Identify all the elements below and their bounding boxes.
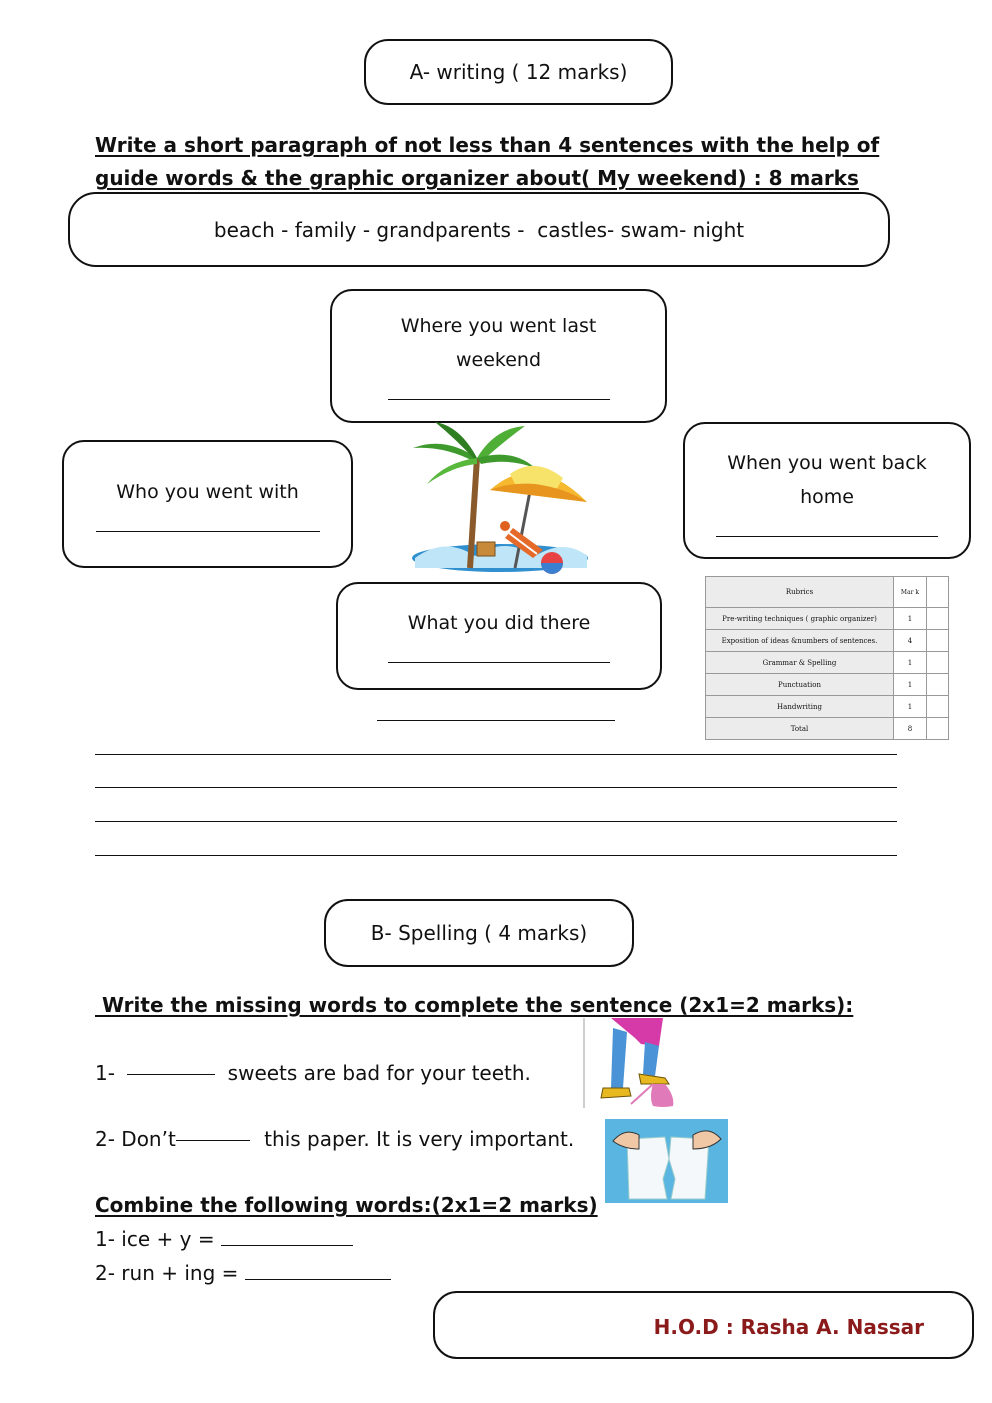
when-box — [683, 422, 971, 559]
spelling-question-1: 1- sweets are bad for your teeth. — [95, 1061, 531, 1085]
what-label: What you did there — [407, 612, 591, 634]
c2-answer-blank[interactable] — [245, 1265, 391, 1280]
hod-signature: H.O.D : Rasha A. Nassar — [653, 1315, 924, 1339]
who-box — [62, 440, 353, 568]
table-row: Handwriting 1 — [706, 696, 949, 718]
table-row: Grammar & Spelling 1 — [706, 652, 949, 674]
when-label-2: home — [800, 486, 854, 508]
guide-words: beach - family - grandparents - castles- swam- night — [213, 217, 745, 242]
writing-line[interactable] — [95, 821, 897, 822]
writing-line[interactable] — [95, 754, 897, 755]
spelling-question-2: 2- Don’t this paper. It is very important. — [95, 1127, 575, 1151]
where-label-2: weekend — [455, 349, 542, 371]
writing-line[interactable] — [95, 855, 897, 856]
combine-title: Combine the following words:(2x1=2 marks) — [95, 1193, 598, 1217]
combine-question-2: 2- run + ing = — [95, 1261, 391, 1285]
rubrics-table — [705, 576, 949, 740]
table-row: Pre-writing techniques ( graphic organizer) 1 — [706, 608, 949, 630]
section-b-title: B- Spelling ( 4 marks) — [370, 921, 588, 945]
guide-words-box — [68, 192, 890, 267]
who-answer-line[interactable] — [96, 519, 320, 532]
where-answer-line[interactable] — [388, 387, 610, 400]
sticky-gum-shoe-icon — [583, 1018, 693, 1108]
what-box — [336, 582, 662, 690]
c1-answer-blank[interactable] — [221, 1231, 353, 1246]
writing-line[interactable] — [95, 787, 897, 788]
when-answer-line[interactable] — [716, 524, 938, 537]
instruction-line-1: Write a short paragraph of not less than 4 sentences with the help of — [95, 133, 880, 157]
section-a-title: A- writing ( 12 marks) — [409, 60, 628, 84]
when-label-1: When you went back — [727, 452, 927, 474]
table-row: Total 8 — [706, 718, 949, 740]
rubrics-header: Rubrics — [706, 577, 894, 608]
tearing-paper-icon — [605, 1119, 728, 1203]
where-label-1: Where you went last — [400, 315, 597, 337]
where-box — [330, 289, 667, 423]
table-row: Exposition of ideas &numbers of sentences. 4 — [706, 630, 949, 652]
instruction-line-2: guide words & the graphic organizer about( My weekend) : 8 marks — [95, 166, 859, 190]
who-label: Who you went with — [116, 481, 299, 503]
spelling-instruction: Write the missing words to complete the sentence (2x1=2 marks): — [95, 993, 854, 1017]
q1-answer-blank[interactable] — [127, 1074, 215, 1075]
combine-question-1: 1- ice + y = — [95, 1227, 353, 1251]
q2-answer-blank[interactable] — [176, 1140, 250, 1141]
table-row: Punctuation 1 — [706, 674, 949, 696]
mark-header: Mar k — [894, 577, 927, 608]
beach-umbrella-palm-icon — [405, 418, 590, 580]
section-a-title-box — [364, 39, 673, 105]
section-b-title-box — [324, 899, 634, 967]
what-answer-line[interactable] — [388, 650, 610, 663]
hod-box — [433, 1291, 974, 1359]
writing-line[interactable] — [377, 720, 615, 721]
